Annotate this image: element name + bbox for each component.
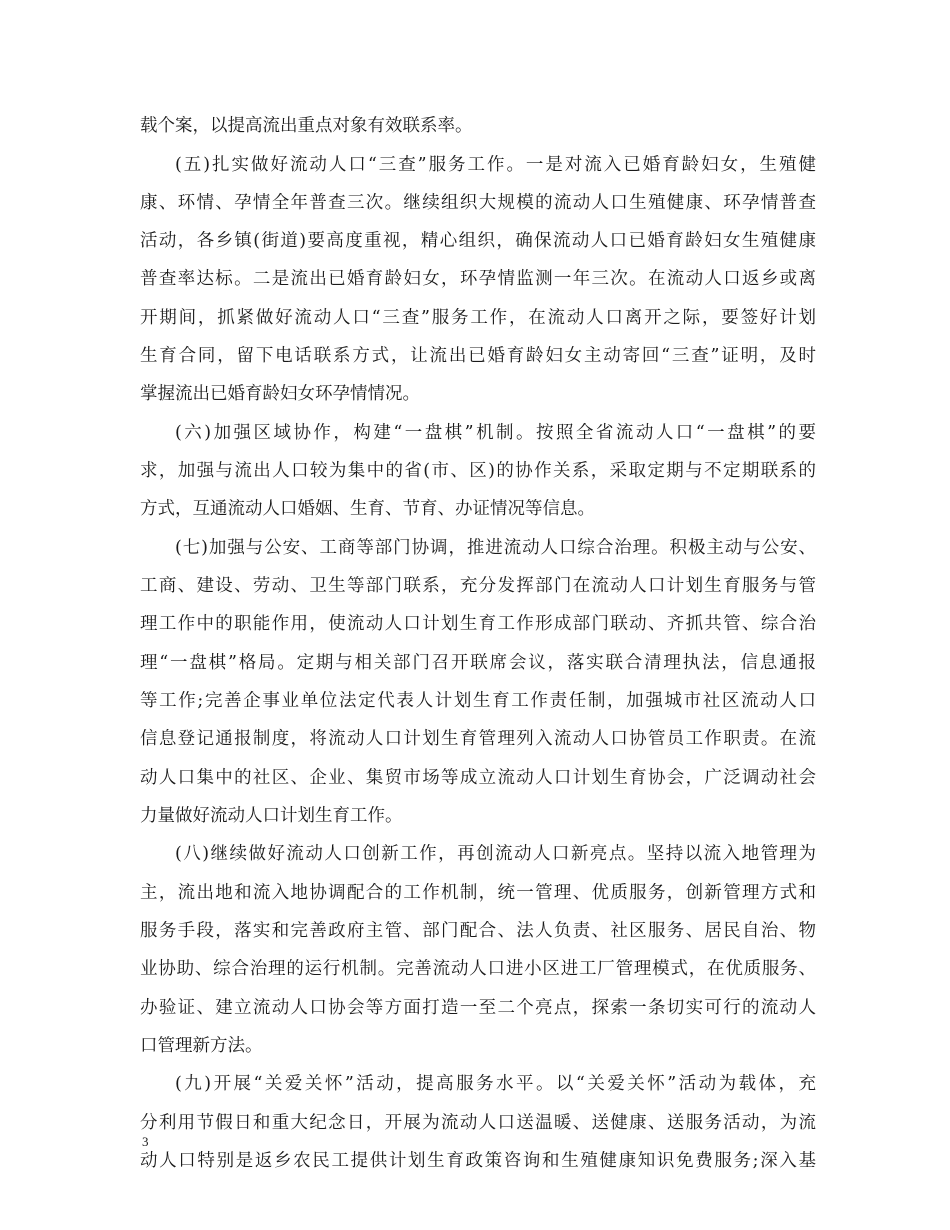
paragraph-7-first-line: (七)加强与公安、工商等部门协调，推进流动人口综合治理。积极主动与公安、: [175, 538, 816, 558]
text-line: 掌握流出已婚育龄妇女环孕情情况。: [140, 384, 420, 404]
text-line: 理“一盘棋”格局。定期与相关部门召开联席会议，落实联合清理执法，信息通报: [140, 653, 816, 673]
text-line: 信息登记通报制度，将流动人口计划生育管理列入流动人口协管员工作职责。在流: [140, 729, 816, 749]
text-line: 工商、建设、劳动、卫生等部门联系，充分发挥部门在流动人口计划生育服务与管: [140, 576, 816, 596]
paragraph-6-first-line: (六)加强区域协作，构建“一盘棋”机制。按照全省流动人口“一盘棋”的要: [175, 423, 816, 443]
text-line: 分利用节假日和重大纪念日，开展为流动人口送温暖、送健康、送服务活动，为流: [140, 1113, 816, 1133]
text-line: 服务手段，落实和完善政府主管、部门配合、法人负责、社区服务、居民自治、物: [140, 921, 816, 941]
text-line: 普查率达标。二是流出已婚育龄妇女，环孕情监测一年三次。在流动人口返乡或离: [140, 269, 816, 289]
text-line: 理工作中的职能作用，使流动人口计划生育工作形成部门联动、齐抓共管、综合治: [140, 614, 816, 634]
text-line: 活动，各乡镇(街道)要高度重视，精心组织，确保流动人口已婚育龄妇女生殖健康: [140, 231, 816, 251]
text-line: 办验证、建立流动人口协会等方面打造一至二个亮点，探索一条切实可行的流动人: [140, 998, 816, 1018]
text-line: 动人口特别是返乡农民工提供计划生育政策咨询和生殖健康知识免费服务;深入基: [140, 1151, 816, 1171]
page-number: 3: [142, 1134, 149, 1149]
text-line: 主，流出地和流入地协调配合的工作机制，统一管理、优质服务，创新管理方式和: [140, 883, 816, 903]
text-line: 生育合同，留下电话联系方式，让流出已婚育龄妇女主动寄回“三查”证明，及时: [140, 346, 816, 366]
text-line: 口管理新方法。: [140, 1036, 263, 1056]
text-line: 业协助、综合治理的运行机制。完善流动人口进小区进工厂管理模式，在优质服务、: [140, 959, 816, 979]
paragraph-5-first-line: (五)扎实做好流动人口“三查”服务工作。一是对流入已婚育龄妇女，生殖健: [175, 155, 816, 175]
paragraph-8-first-line: (八)继续做好流动人口创新工作，再创流动人口新亮点。坚持以流入地管理为: [175, 844, 816, 864]
text-line: 开期间，抓紧做好流动人口“三查”服务工作，在流动人口离开之际，要签好计划: [140, 308, 816, 328]
text-line: 力量做好流动人口计划生育工作。: [140, 806, 403, 826]
text-line: 求，加强与流出人口较为集中的省(市、区)的协作关系，采取定期与不定期联系的: [140, 461, 816, 481]
text-line: 康、环情、孕情全年普查三次。继续组织大规模的流动人口生殖健康、环孕情普查: [140, 193, 816, 213]
text-line: 动人口集中的社区、企业、集贸市场等成立流动人口计划生育协会，广泛调动社会: [140, 768, 816, 788]
text-line: 方式，互通流动人口婚姻、生育、节育、办证情况等信息。: [140, 499, 595, 519]
text-line: 等工作;完善企事业单位法定代表人计划生育工作责任制，加强城市社区流动人口: [140, 691, 816, 711]
text-line: 载个案，以提高流出重点对象有效联系率。: [140, 116, 473, 136]
paragraph-9-first-line: (九)开展“关爱关怀”活动，提高服务水平。以“关爱关怀”活动为载体，充: [175, 1074, 816, 1094]
